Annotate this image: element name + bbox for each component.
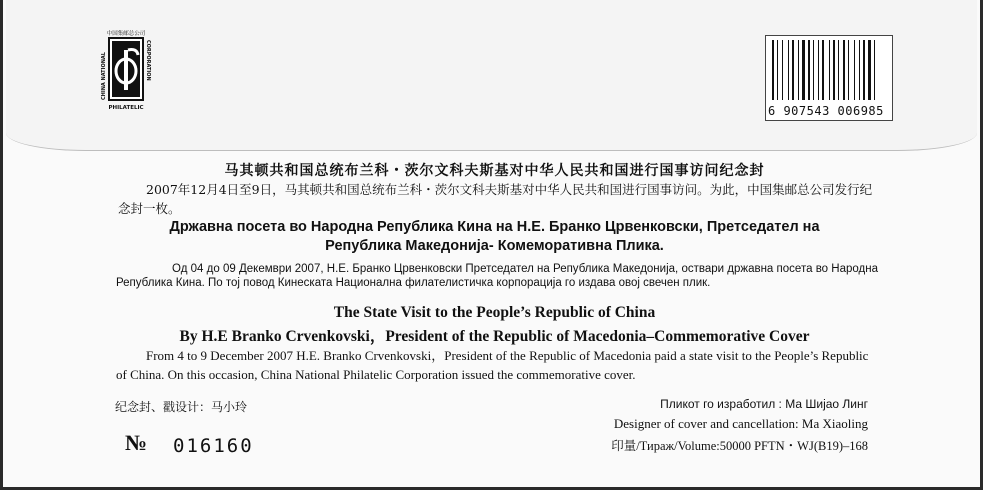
barcode-bar — [782, 40, 783, 100]
barcode-bar — [788, 40, 789, 100]
macedonian-body: Од 04 до 09 Декември 2007, Н.Е. Бранко Црвенковски Претседател на Република Македонија, оствари државна посета во Народна Република Кина. По тој повод Кинеската Национална филателистичка корпорација го издава овој свечен плик. — [116, 263, 878, 289]
serial-number: 016160 — [173, 435, 254, 457]
barcode-bar — [772, 40, 774, 100]
barcode-bar — [829, 40, 830, 100]
barcode-bar — [838, 40, 839, 100]
english-title-line-1: The State Visit to the People’s Republic of China — [333, 304, 656, 321]
macedonian-designer-credit: Пликот го изработил : Ма Шијао Линг — [660, 397, 868, 411]
logo-bottom-text: PHILATELIC — [108, 105, 144, 111]
english-body: From 4 to 9 December 2007 H.E. Branko Crvenkovski，President of the Republic of Macedonia paid a state visit to the People’s Republic of China. On this occasion, China National Philatelic Corporation issued the commemorative cover. — [116, 348, 869, 382]
serial-number-symbol: № — [125, 430, 148, 455]
chinese-body: 2007年12月4日至9日，马其顿共和国总统布兰科・茨尔文科夫斯基对中华人民共和国进行国事访问。为此，中国集邮总公司发行纪念封一枚。 — [118, 182, 873, 216]
cnpc-logo — [91, 28, 161, 112]
logo-right-text: CORPORATION — [145, 40, 151, 81]
barcode-bar — [777, 40, 778, 100]
barcode-bar — [792, 40, 794, 100]
barcode-bar — [863, 40, 865, 100]
macedonian-title-line-1: Државна посета во Народна Република Кина на Н.Е. Бранко Црвенковски, Претседател на — [169, 219, 820, 235]
philatelic-corporation-emblem-icon — [91, 28, 161, 112]
chinese-designer-credit: 纪念封、戳设计：马小玲 — [115, 400, 248, 414]
barcode-bar — [859, 40, 860, 100]
barcode-bar — [854, 40, 855, 100]
barcode-bar — [802, 40, 805, 100]
barcode-bar — [843, 40, 845, 100]
barcode — [765, 35, 893, 121]
english-title-line-2: By H.E Branko Crvenkovski，President of the Republic of Macedonia–Commemorative Cover — [179, 328, 810, 345]
barcode-bar — [822, 40, 824, 100]
barcode-bar — [868, 40, 871, 100]
barcode-bar — [818, 40, 819, 100]
barcode-bars-icon — [772, 40, 888, 100]
logo-left-text: CHINA NATIONAL — [101, 52, 107, 100]
barcode-number: 6 907543 006985 — [768, 104, 884, 118]
barcode-bar — [798, 40, 799, 100]
barcode-bar — [808, 40, 810, 100]
barcode-bar — [833, 40, 835, 100]
barcode-bar — [813, 40, 814, 100]
logo-top-text: 中国集邮总公司 — [106, 31, 146, 37]
barcode-bar — [874, 40, 875, 100]
print-volume: 印量/Тираж/Volume:50000 PFTN・WJ(B19)–168 — [611, 439, 868, 453]
macedonian-title-line-2: Република Македонија- Комеморативна Плика. — [325, 238, 664, 254]
chinese-title: 马其顿共和国总统布兰科・茨尔文科夫斯基对中华人民共和国进行国事访问纪念封 — [224, 163, 765, 179]
barcode-bar — [848, 40, 849, 100]
english-designer-credit: Designer of cover and cancellation: Ma Xiaoling — [613, 416, 868, 431]
